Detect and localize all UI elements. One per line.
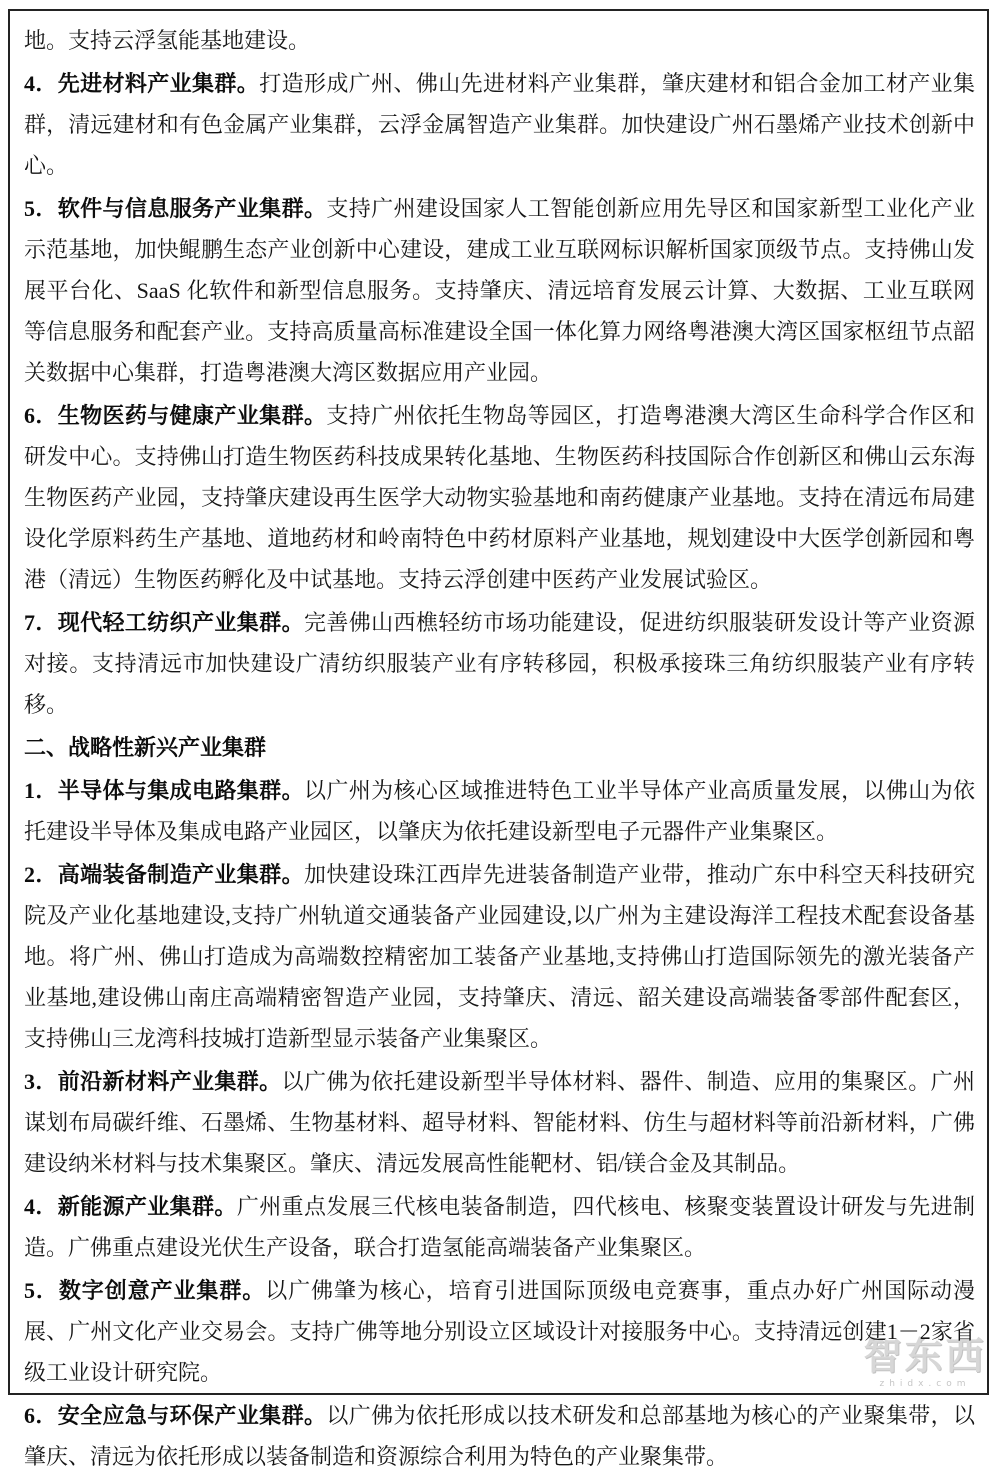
para-continuation (24, 20, 975, 61)
para-frontier-new-materials (24, 1061, 975, 1184)
para-new-energy (24, 1186, 975, 1268)
para-lead: 4．先进材料产业集群。 (24, 71, 260, 96)
para-software-info-services (24, 188, 975, 393)
para-advanced-materials (24, 63, 975, 186)
para-semiconductor-ic (24, 770, 975, 852)
para-text: 打造形成广州、佛山先进材料产业集群，肇庆建材和铝合金加工材产业集群，清远建材和有色金属产业集群，云浮金属智造产业集群。加快建设广州石墨烯产业技术创新中心。 (24, 71, 975, 178)
para-text: 加快建设珠江西岸先进装备制造产业带，推动广东中科空天科技研究院及产业化基地建设,支持广州轨道交通装备产业园建设,以广州为主建设海洋工程技术配套设备基地。将广州、佛山打造成为高端数控精密加工装备产业基地,支持佛山打造国际领先的激光装备产业基地,建设佛山南庄高端精密智造产业园，支持肇庆、清远、韶关建设高端装备零部件配套区，支持佛山三龙湾科技城打造新型显示装备产业集聚区。 (24, 862, 975, 1051)
para-highend-equipment (24, 854, 975, 1059)
section-heading-strategic-emerging (24, 727, 975, 768)
para-lead: 6．生物医药与健康产业集群。 (24, 403, 327, 428)
para-lead: 5．数字创意产业集群。 (24, 1278, 266, 1303)
para-digital-creative (24, 1270, 975, 1393)
para-text: 支持广州依托生物岛等园区，打造粤港澳大湾区生命科学合作区和研发中心。支持佛山打造生物医药科技成果转化基地、生物医药科技国际合作创新区和佛山云东海生物医药产业园，支持肇庆建设再生医学大动物实验基地和南药健康产业基地。支持在清远布局建设化学原料药生产基地、道地药材和岭南特色中药材原料产业基地，规划建设中大医学创新园和粤港（清远）生物医药孵化及中试基地。支持云浮创建中医药产业发展试验区。 (24, 403, 975, 592)
para-text: 以广佛为依托形成以技术研发和总部基地为核心的产业聚集带，以肇庆、清远为依托形成以装备制造和资源综合利用为特色的产业聚集带。 (24, 1403, 975, 1469)
para-text: 地。支持云浮氢能基地建设。 (24, 28, 311, 53)
para-lead: 4．新能源产业集群。 (24, 1194, 237, 1219)
watermark-logo: 智东西 (863, 1334, 987, 1378)
para-light-textile (24, 602, 975, 725)
para-lead: 2．高端装备制造产业集群。 (24, 862, 304, 887)
para-text: 完善佛山西樵轻纺市场功能建设，促进纺织服装研发设计等产业资源对接。支持清远市加快建设广清纺织服装产业有序转移园，积极承接珠三角纺织服装产业有序转移。 (24, 610, 975, 717)
para-text: 以广佛肇为核心，培育引进国际顶级电竞赛事，重点办好广州国际动漫展、广州文化产业交易会。支持广佛等地分别设立区域设计对接服务中心。支持清远创建1－2家省级工业设计研究院。 (24, 1278, 975, 1385)
para-lead: 3．前沿新材料产业集群。 (24, 1069, 282, 1094)
para-text: 以广州为核心区域推进特色工业半导体产业高质量发展，以佛山为依托建设半导体及集成电路产业园区，以肇庆为依托建设新型电子元器件产业集聚区。 (24, 778, 975, 844)
watermark-url: zhidx.com (879, 1379, 971, 1389)
para-text: 以广佛为依托建设新型半导体材料、器件、制造、应用的集聚区。广州谋划布局碳纤维、石墨烯、生物基材料、超导材料、智能材料、仿生与超材料等前沿新材料，广佛建设纳米材料与技术集聚区。肇庆、清远发展高性能靶材、铝/镁合金及其制品。 (24, 1069, 975, 1176)
para-lead: 1．半导体与集成电路集群。 (24, 778, 304, 803)
para-biomedicine-health (24, 395, 975, 600)
section-heading-text: 二、战略性新兴产业集群 (24, 735, 267, 760)
para-text: 广州重点发展三代核电装备制造，四代核电、核聚变装置设计研发与先进制造。广佛重点建设光伏生产设备，联合打造氢能高端装备产业集聚区。 (24, 1194, 975, 1260)
para-lead: 7．现代轻工纺织产业集群。 (24, 610, 304, 635)
document-page-frame (8, 9, 989, 1469)
para-lead: 5．软件与信息服务产业集群。 (24, 196, 327, 221)
para-text: 支持广州建设国家人工智能创新应用先导区和国家新型工业化产业示范基地，加快鲲鹏生态产业创新中心建设，建成工业互联网标识解析国家顶级节点。支持佛山发展平台化、SaaS 化软件和新型信息服务。支持肇庆、清远培育发展云计算、大数据、工业互联网等信息服务和配套产业。支持高质量高标准建设全国一体化算力网络粤港澳大湾区国家枢纽节点韶关数据中心集群，打造粤港澳大湾区数据应用产业园。 (24, 196, 975, 385)
para-lead: 6．安全应急与环保产业集群。 (24, 1403, 327, 1428)
para-safety-emergency-environment (24, 1395, 975, 1477)
